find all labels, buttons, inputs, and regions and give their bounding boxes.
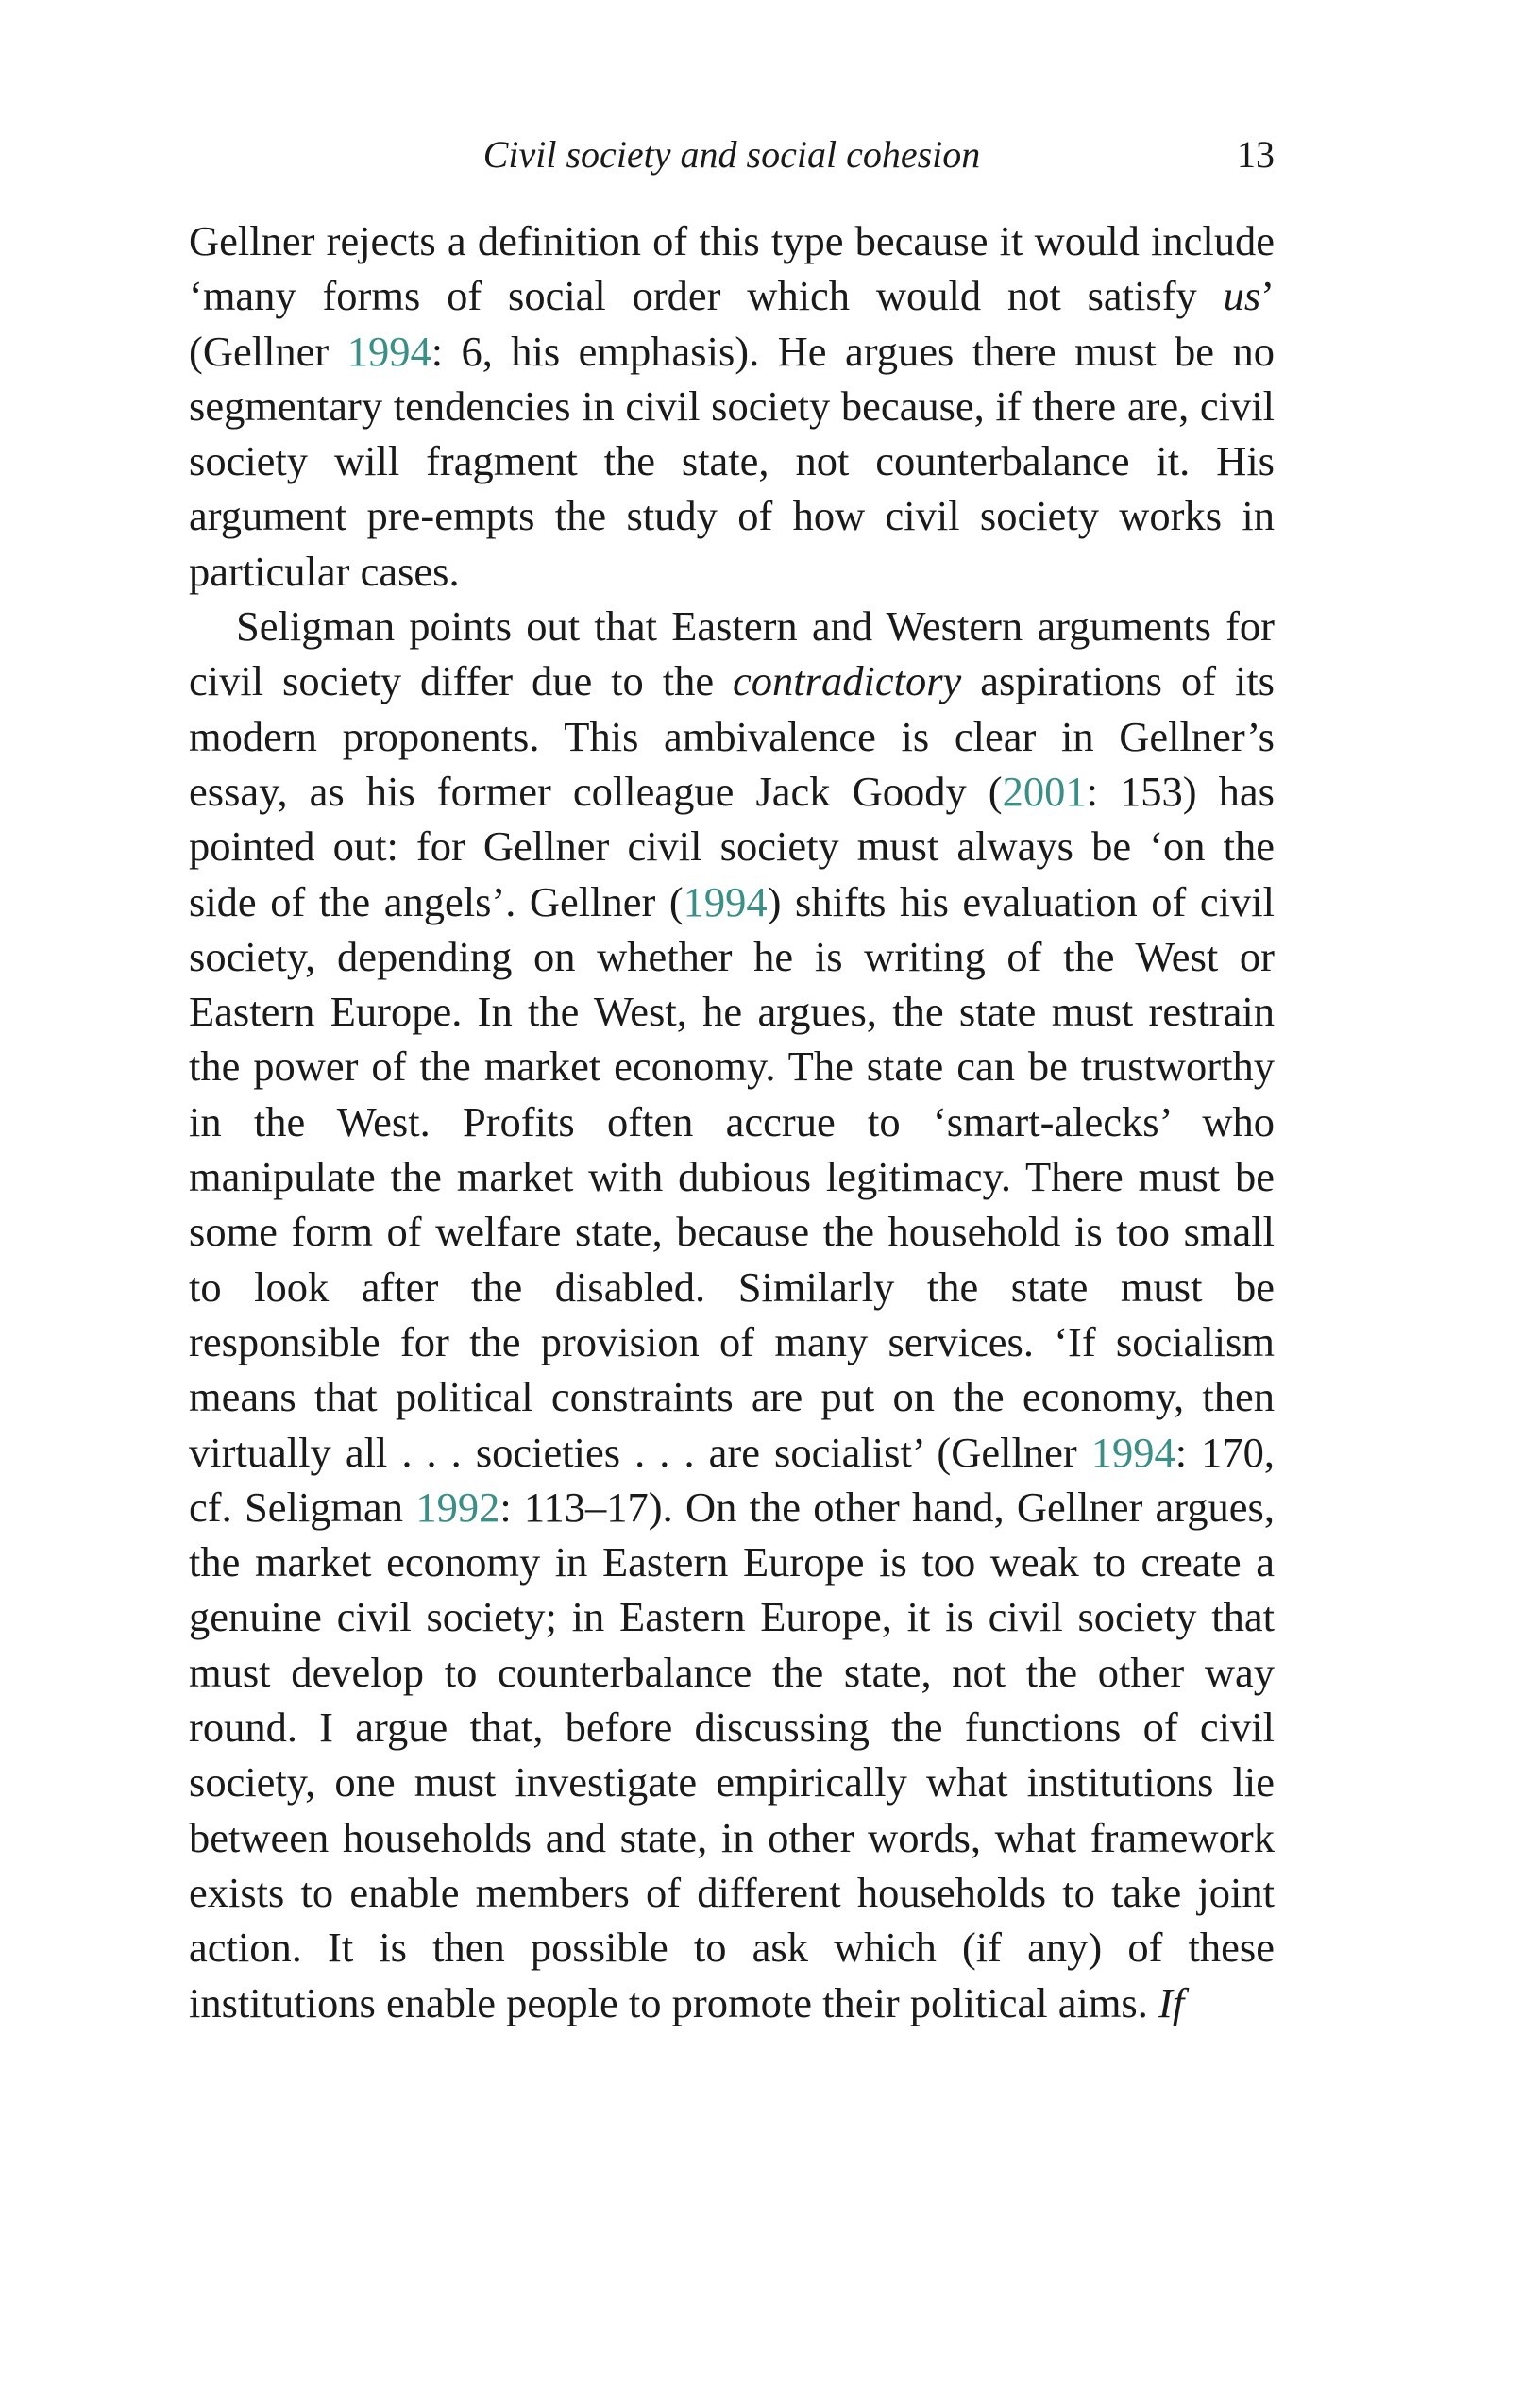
text-segment: aspirations of its modern proponents. This ambivalence is clear in Gellner’s essay, as his former colleague Jack Goody ( [189, 657, 1275, 815]
running-head [189, 132, 1275, 189]
text-segment: Gellner rejects a definition of this type because it would include ‘many forms of social order which would not satisfy [189, 217, 1275, 320]
text-segment: ’ (Gellner [189, 272, 1275, 375]
emphasis-contradictory: contradictory [733, 657, 962, 705]
citation-link[interactable]: 1994 [346, 327, 431, 375]
body-text [189, 213, 1275, 2030]
page-number: 13 [1237, 133, 1275, 176]
running-title: Civil society and social cohesion [482, 133, 981, 176]
citation-link[interactable]: 1992 [415, 1483, 500, 1531]
text-segment: ) shifts his evaluation of civil society, depending on whether he is writing of the West or Eastern Europe. In the West, he argues, the state must restrain the power of the market economy. The state can be trustworthy in the West. Profits often accrue to ‘smart-alecks’ who manipulate the market with dubious legitimacy. There must be some form of welfare state, because the household is too small to look after the disabled. Similarly the state must be responsible for the provision of many services. ‘If socialism means that political constraints are put on the economy, then virtually all . . . societies . . . are socialist’ (Gellner [189, 877, 1275, 1476]
citation-link[interactable]: 1994 [683, 877, 768, 925]
paragraph-1 [189, 213, 1275, 599]
text-segment: : 113–17). On the other hand, Gellner argues, the market economy in Eastern Europe is too weak to create a genuine civil society; in Eastern Europe, it is civil society that must develop to counterbalance the state, not the other way round. I argue that, before discussing the functions of civil society, one must investigate empirically what institutions lie between households and state, in other words, what framework exists to enable members of different households to take joint action. It is then possible to ask which (if any) of these institutions enable people to promote their political aims. [189, 1483, 1275, 2026]
paragraph-2 [189, 599, 1275, 2030]
text-segment: : 6, his emphasis). He argues there must be no segmentary tendencies in civil society because, if there are, civil society will fragment the state, not counterbalance it. His argument pre-empts the study of how civil society works in particular cases. [189, 327, 1275, 595]
citation-link[interactable]: 1994 [1090, 1428, 1175, 1476]
text-segment: : 153) has pointed out: for Gellner civil society must always be ‘on the side of the angels’. Gellner ( [189, 767, 1275, 925]
emphasis-if: If [1158, 1978, 1185, 2026]
text-segment: Seligman points out that Eastern and Western arguments for civil society differ due to the [189, 602, 1275, 705]
text-segment: : 170, cf. Seligman [189, 1428, 1275, 1531]
citation-link[interactable]: 2001 [1002, 767, 1087, 815]
emphasis-us: us [1223, 272, 1261, 320]
